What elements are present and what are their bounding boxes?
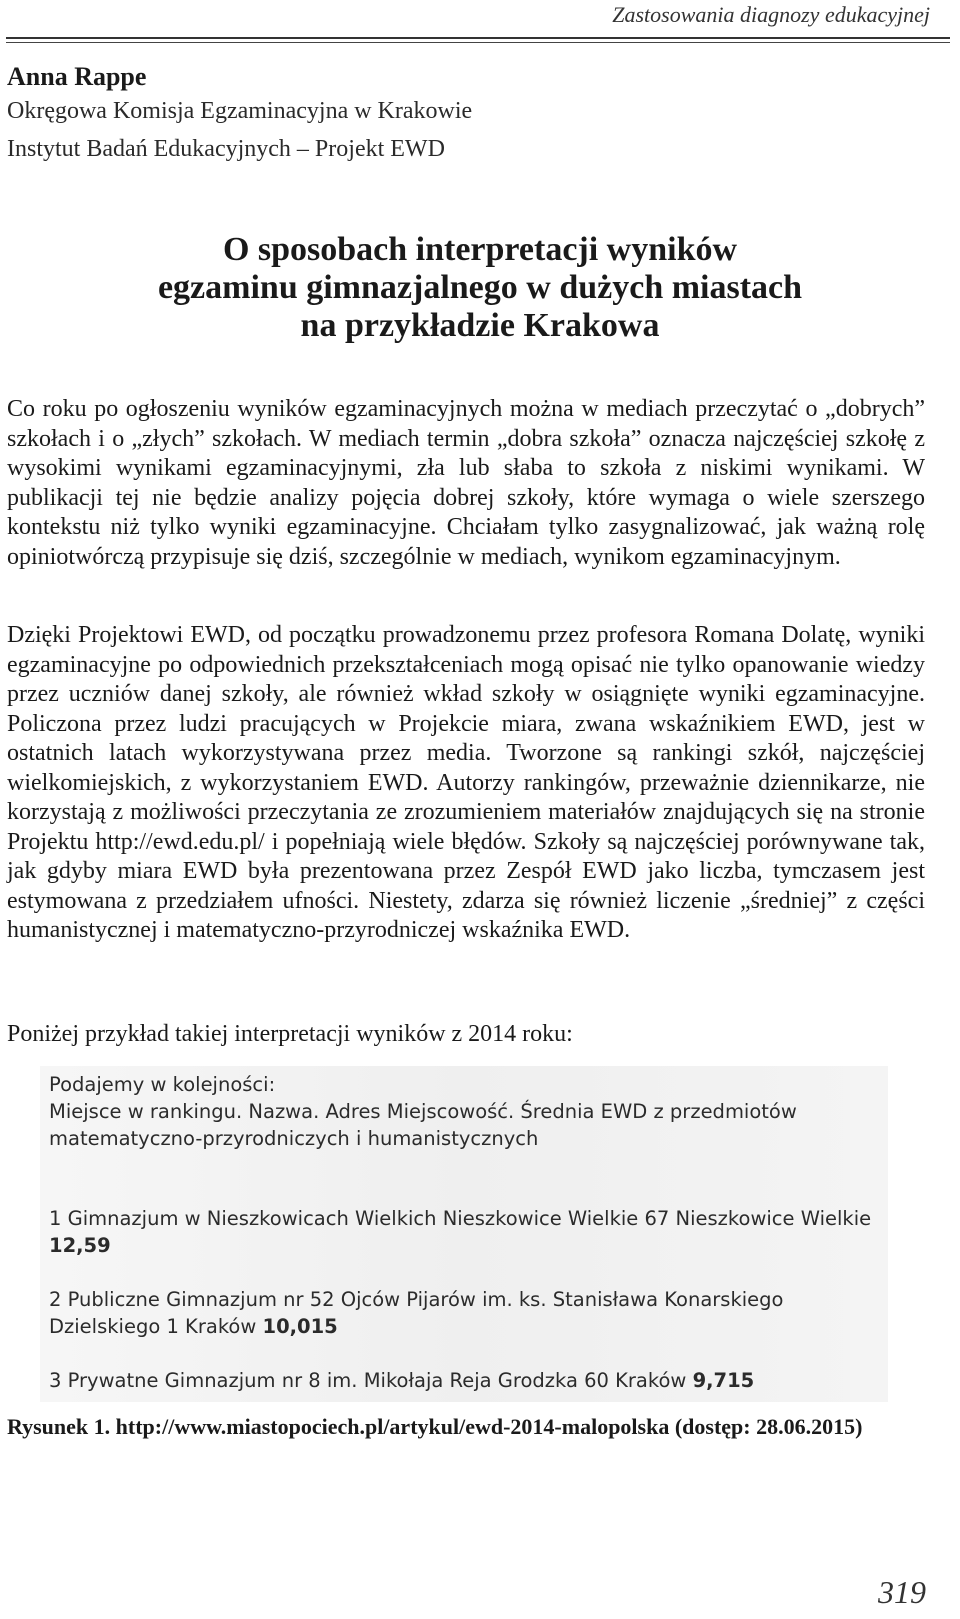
author-affiliation: Okręgowa Komisja Egzaminacyjna w Krakowie: [7, 98, 473, 124]
ranking-item-score: 12,59: [49, 1234, 111, 1257]
ranking-item-score: 10,015: [262, 1315, 338, 1338]
article-title: [0, 231, 960, 345]
title-line: egzaminu gimnazjalnego w dużych miastach: [157, 269, 803, 306]
author-name: Anna Rappe: [7, 62, 147, 91]
figure-image: [40, 1066, 888, 1402]
running-header: Zastosowania diagnozy edukacyjnej: [612, 2, 930, 27]
figure-header-line: matematyczno-przyrodniczych i humanistycznych: [49, 1127, 539, 1150]
body-paragraph: Poniżej przykład takiej interpretacji wyników z 2014 roku:: [7, 1021, 573, 1047]
figure-caption: Rysunek 1. http://www.miastopociech.pl/artykul/ewd-2014-malopolska (dostęp: 28.06.2015): [7, 1414, 863, 1439]
title-line: na przykładzie Krakowa: [300, 307, 660, 344]
figure-header-line: Podajemy w kolejności:: [49, 1073, 276, 1096]
body-paragraph: Co roku po ogłoszeniu wyników egzaminacyjnych można w mediach przeczytać o „dobrych” szkołach i o „złych” szkołach. W mediach termin „dobra szkoła” oznacza najczęściej szkołę z wysokimi wynikami egzaminacyjnymi, zła lub słaba to szkoła z niskimi wynikami. W publikacji tej nie będzie analizy pojęcia dobrej szkoły, które wymaga o wiele szerszego kontekstu niż tylko wyniki egzaminacyjne. Chciałam tylko zasygnalizować, jak ważną rolę opiniotwórczą przypisuje się dziś, szczególnie w mediach, wynikom egzaminacyjnym.: [7, 396, 925, 570]
header-rule-thin: [6, 42, 950, 43]
author-affiliation: Instytut Badań Edukacyjnych – Projekt EWD: [7, 136, 445, 162]
ranking-item-text: 3 Prywatne Gimnazjum nr 8 im. Mikołaja Reja Grodzka 60 Kraków: [49, 1369, 687, 1392]
ranking-item-text: 1 Gimnazjum w Nieszkowicach Wielkich Nieszkowice Wielkie 67 Nieszkowice Wielkie: [49, 1207, 872, 1230]
figure-header-line: Miejsce w rankingu. Nazwa. Adres Miejscowość. Średnia EWD z przedmiotów: [49, 1100, 797, 1123]
header-rule: [6, 37, 950, 39]
title-line: O sposobach interpretacji wyników: [222, 231, 738, 268]
page-number: 319: [878, 1574, 926, 1610]
ranking-item: [49, 1286, 879, 1340]
body-paragraph: Dzięki Projektowi EWD, od początku prowadzonemu przez profesora Romana Dolatę, wyniki egzaminacyjne po odpowiednich przekształceniach mogą opisać nie tylko opanowanie wiedzy przez uczniów danej szkoły, ale również wkład szkoły w osiągnięte wyniki egzaminacyjne. Policzona przez ludzi pracujących w Projekcie miara, zwana wskaźnikiem EWD, jest w ostatnich latach wykorzystywana przez media. Tworzone są rankingi szkół, najczęściej wielkomiejskich, z wykorzystaniem EWD. Autorzy rankingów, przeważnie dziennikarze, nie korzystają z możliwości przeczytania ze zrozumieniem materiałów znajdujących się na stronie Projektu http://ewd.edu.pl/ i popełniają wiele błędów. Szkoły są najczęściej porównywane tak, jak gdyby miara EWD była prezentowana przez Zespół EWD jako liczba, tymczasem jest estymowana z przedziałem ufności. Niestety, zdarza się również liczenie „średniej” z części humanistycznej i matematyczno-przyrodniczej wskaźnika EWD.: [7, 622, 925, 943]
ranking-item-score: 9,715: [692, 1369, 755, 1392]
author-block: [7, 62, 472, 168]
ranking-item-text: 2 Publiczne Gimnazjum nr 52 Ojców Pijarów im. ks. Stanisława Konarskiego Dzielskiego 1 Kraków: [49, 1288, 784, 1338]
ranking-item: [49, 1367, 879, 1394]
ranking-item: [49, 1205, 879, 1259]
